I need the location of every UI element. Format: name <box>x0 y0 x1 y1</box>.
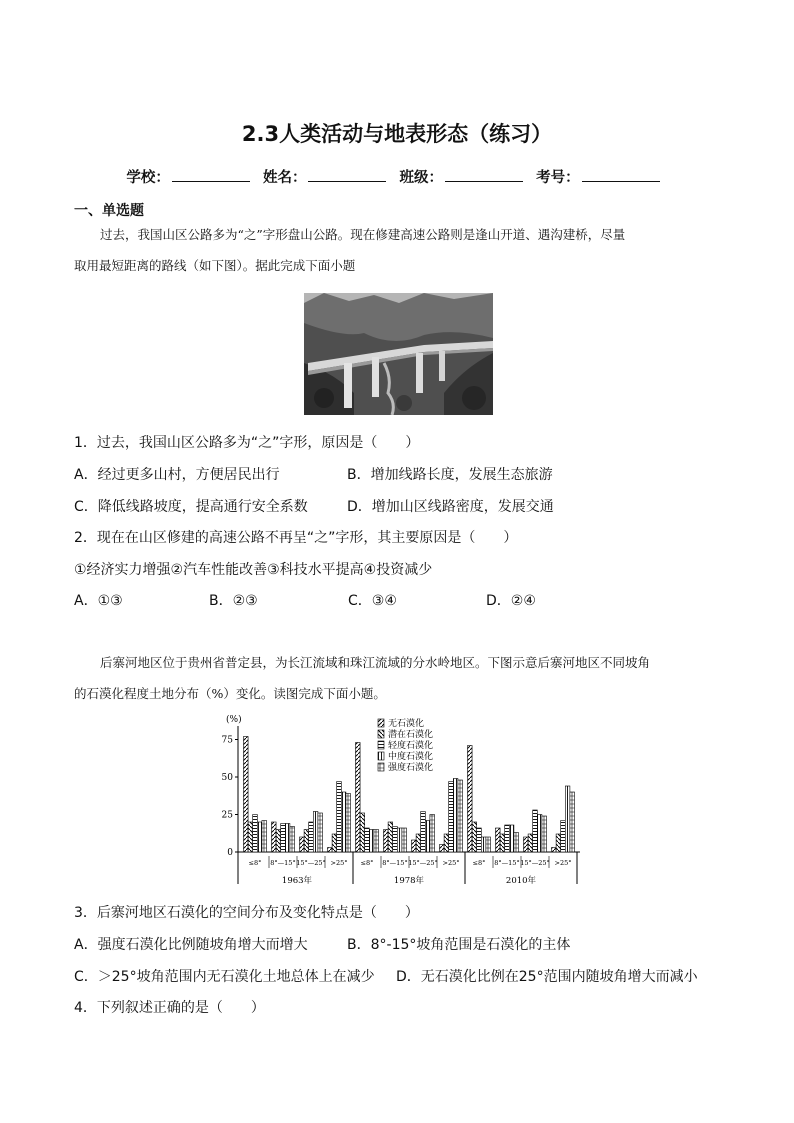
bar <box>313 812 318 853</box>
question-2-stem: 2．现在在山区修建的高速公路不再呈“之”字形，其主要原因是（ ） <box>74 530 518 546</box>
bar <box>369 830 374 853</box>
class-blank[interactable] <box>445 167 523 182</box>
category-label: ≤8° <box>248 859 262 867</box>
page-title: 2.3人类活动与地表形态（练习） <box>241 122 553 146</box>
passage-1-line-2: 取用最短距离的路线（如下图）。据此完成下面小题 <box>74 258 356 273</box>
question-1-stem: 1．过去，我国山区公路多为“之”字形，原因是（ ） <box>74 435 420 451</box>
bar <box>290 827 295 853</box>
bar <box>356 743 361 853</box>
bar <box>537 815 542 853</box>
class-label: 班级： <box>399 170 444 186</box>
bar <box>281 824 286 853</box>
legend-label: 潜在石漠化 <box>388 730 434 740</box>
legend-label: 中度石漠化 <box>388 752 434 762</box>
bar <box>449 782 454 853</box>
bar <box>285 824 290 853</box>
q3-option-d[interactable]: D．无石漠化比例在25°范围内随坡角增大而减小 <box>396 969 698 985</box>
exam-no-blank[interactable] <box>582 167 660 182</box>
desertification-chart <box>218 710 590 888</box>
q3-option-c[interactable]: C．＞25°坡角范围内无石漠化土地总体上在减少 <box>74 969 375 985</box>
legend-swatch <box>378 730 384 738</box>
bar <box>248 822 253 852</box>
bar <box>528 834 533 852</box>
bar <box>276 830 281 853</box>
bar <box>561 821 566 853</box>
bar <box>272 822 277 852</box>
y-tick-label: 50 <box>221 773 233 783</box>
legend-swatch <box>378 752 384 760</box>
bar <box>337 782 342 853</box>
bar <box>570 792 575 852</box>
bar <box>556 834 561 852</box>
y-tick-label: 75 <box>221 735 233 746</box>
passage-2-line-2: 的石漠化程度土地分布（%）变化。读图完成下面小题。 <box>74 686 386 701</box>
passage-1 <box>74 219 724 281</box>
q1-option-c[interactable]: C．降低线路坡度，提高通行安全系数 <box>74 499 308 515</box>
bar <box>318 813 323 852</box>
q1-option-a[interactable]: A．经过更多山村，方便居民出行 <box>74 467 280 483</box>
category-label: >25° <box>442 859 460 867</box>
highway-viaduct-photo <box>304 293 493 415</box>
bar <box>300 837 305 852</box>
bar <box>496 828 501 852</box>
bar <box>533 810 538 852</box>
bar <box>393 827 398 853</box>
bar <box>430 815 435 853</box>
school-label: 学校： <box>126 170 170 186</box>
bar <box>458 780 463 852</box>
bar <box>565 786 570 852</box>
bar <box>365 828 370 852</box>
bar <box>468 746 473 853</box>
category-label: 15°—25° <box>408 859 438 867</box>
group-label: 1978年 <box>393 876 425 886</box>
bar <box>402 828 407 852</box>
bar <box>421 812 426 853</box>
exam-no-label: 考号： <box>536 170 580 186</box>
category-label: ≤8° <box>360 859 374 867</box>
category-label: 8°—15° <box>494 859 520 867</box>
bar <box>509 825 514 852</box>
bar <box>444 834 449 852</box>
q2-option-b[interactable]: B．②③ <box>209 593 258 609</box>
bar <box>244 737 249 853</box>
passage-2-line-1: 后寨河地区位于贵州省普定县，为长江流域和珠江流域的分水岭地区。下图示意后寨河地区不同坡角 <box>100 655 651 670</box>
bar <box>309 822 314 852</box>
question-3-stem: 3．后寨河地区石漠化的空间分布及变化特点是（ ） <box>74 905 419 921</box>
y-tick-label: 0 <box>227 848 233 858</box>
bar <box>477 828 482 852</box>
bar <box>397 828 402 852</box>
bar <box>257 822 262 852</box>
student-info-line <box>0 166 794 187</box>
bar <box>505 825 510 852</box>
legend-label: 强度石漠化 <box>388 763 434 773</box>
group-label: 2010年 <box>505 876 537 886</box>
bar <box>542 816 547 852</box>
bar <box>514 833 519 853</box>
bar <box>384 830 389 853</box>
bar <box>425 821 430 853</box>
q1-option-b[interactable]: B．增加线路长度，发展生态旅游 <box>347 467 553 483</box>
question-2-statements: ①经济实力增强②汽车性能改善③科技水平提高④投资减少 <box>74 562 433 578</box>
category-label: >25° <box>554 859 572 867</box>
bar <box>481 837 486 852</box>
legend-label: 轻度石漠化 <box>388 741 434 751</box>
category-label: 8°—15° <box>382 859 408 867</box>
bar <box>500 834 505 852</box>
question-4-stem: 4．下列叙述正确的是（ ） <box>74 1000 265 1016</box>
bar <box>440 845 445 853</box>
legend-swatch <box>378 741 384 749</box>
q3-option-a[interactable]: A．强度石漠化比例随坡角增大而增大 <box>74 937 308 953</box>
school-blank[interactable] <box>172 167 250 182</box>
bar <box>412 840 417 852</box>
q2-option-d[interactable]: D．②④ <box>486 593 536 609</box>
name-blank[interactable] <box>308 167 386 182</box>
bar <box>253 815 258 853</box>
category-label: 8°—15° <box>270 859 296 867</box>
q3-option-b[interactable]: B．8°-15°坡角范围是石漠化的主体 <box>347 937 571 953</box>
bar <box>374 830 379 853</box>
passage-1-line-1: 过去，我国山区公路多为“之”字形盘山公路。现在修建高速公路则是逢山开道、遇沟建桥，尽量 <box>100 227 626 242</box>
bar <box>486 837 491 852</box>
legend-swatch <box>378 719 384 727</box>
group-label: 1963年 <box>281 876 313 886</box>
bar <box>360 813 365 852</box>
bar <box>388 822 393 852</box>
name-label: 姓名： <box>262 170 307 186</box>
bar <box>262 821 267 853</box>
bar <box>341 792 346 852</box>
bar <box>472 822 477 852</box>
q1-option-d[interactable]: D．增加山区线路密度，发展交通 <box>347 499 554 515</box>
bar <box>453 779 458 853</box>
bar <box>346 794 351 853</box>
section-heading: 一、单选题 <box>74 203 144 219</box>
bar <box>524 837 529 852</box>
legend-swatch <box>378 763 384 771</box>
bar <box>416 834 421 852</box>
passage-2 <box>74 647 724 709</box>
bar <box>332 834 337 852</box>
y-tick-label: 25 <box>221 810 233 821</box>
q2-option-c[interactable]: C．③④ <box>348 593 397 609</box>
category-label: 15°—25° <box>296 859 326 867</box>
q2-option-a[interactable]: A．①③ <box>74 593 123 609</box>
y-axis-label: (%) <box>226 715 242 725</box>
category-label: >25° <box>330 859 348 867</box>
legend-label: 无石漠化 <box>388 719 425 729</box>
bar <box>552 848 557 853</box>
bar <box>304 830 309 853</box>
category-label: 15°—25° <box>520 859 550 867</box>
bar <box>328 848 333 853</box>
category-label: ≤8° <box>472 859 486 867</box>
